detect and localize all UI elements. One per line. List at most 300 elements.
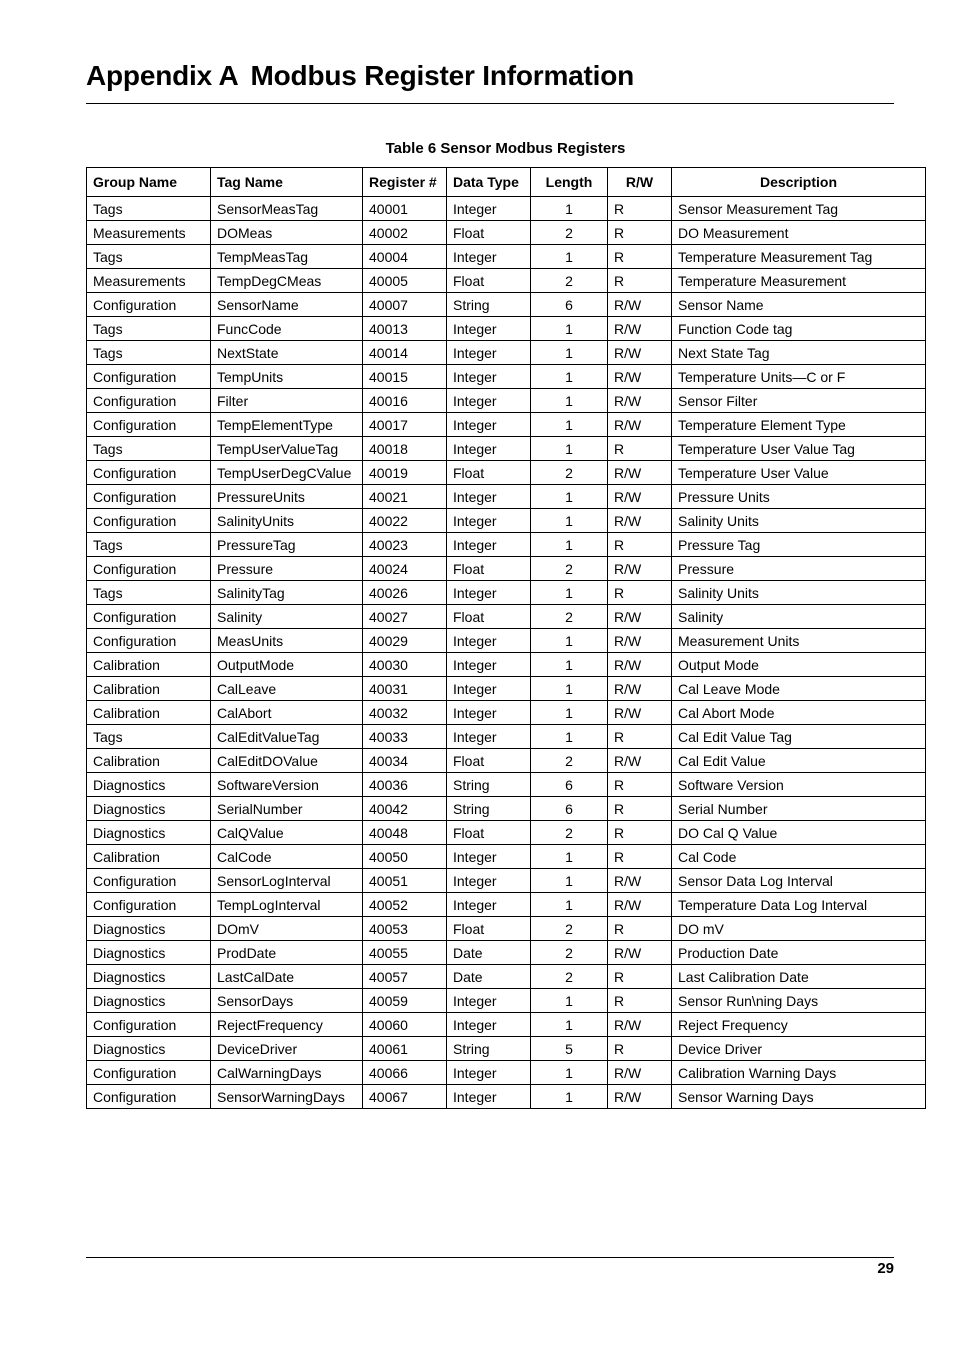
table-row xyxy=(87,293,926,317)
description-cell: Sensor Warning Days xyxy=(672,1085,926,1109)
table-row xyxy=(87,845,926,869)
rw-cell: R/W xyxy=(608,941,672,965)
length-cell: 2 xyxy=(531,221,608,245)
table-row xyxy=(87,461,926,485)
column-header-description: Description xyxy=(672,168,926,197)
length-cell: 1 xyxy=(531,581,608,605)
rw-cell: R/W xyxy=(608,389,672,413)
description-cell: DO Cal Q Value xyxy=(672,821,926,845)
table-row xyxy=(87,269,926,293)
data-type-cell: Float xyxy=(447,749,531,773)
group-name-cell: Configuration xyxy=(87,461,211,485)
data-type-cell: Float xyxy=(447,557,531,581)
description-cell: Temperature Element Type xyxy=(672,413,926,437)
data-type-cell: String xyxy=(447,773,531,797)
length-cell: 1 xyxy=(531,365,608,389)
table-row xyxy=(87,653,926,677)
length-cell: 1 xyxy=(531,413,608,437)
description-cell: Sensor Data Log Interval xyxy=(672,869,926,893)
register-cell: 40022 xyxy=(363,509,447,533)
group-name-cell: Configuration xyxy=(87,869,211,893)
data-type-cell: Integer xyxy=(447,197,531,221)
table-row xyxy=(87,557,926,581)
group-name-cell: Calibration xyxy=(87,701,211,725)
length-cell: 1 xyxy=(531,701,608,725)
group-name-cell: Configuration xyxy=(87,389,211,413)
table-row xyxy=(87,989,926,1013)
length-cell: 1 xyxy=(531,677,608,701)
rw-cell: R xyxy=(608,197,672,221)
data-type-cell: Integer xyxy=(447,413,531,437)
data-type-cell: Integer xyxy=(447,893,531,917)
rw-cell: R xyxy=(608,269,672,293)
register-cell: 40032 xyxy=(363,701,447,725)
description-cell: Serial Number xyxy=(672,797,926,821)
length-cell: 1 xyxy=(531,869,608,893)
description-cell: Sensor Measurement Tag xyxy=(672,197,926,221)
register-cell: 40061 xyxy=(363,1037,447,1061)
length-cell: 1 xyxy=(531,533,608,557)
description-cell: Last Calibration Date xyxy=(672,965,926,989)
table-body xyxy=(87,197,926,1109)
heading-divider xyxy=(86,103,894,104)
table-row xyxy=(87,197,926,221)
length-cell: 1 xyxy=(531,893,608,917)
table-row xyxy=(87,869,926,893)
length-cell: 6 xyxy=(531,293,608,317)
description-cell: Cal Leave Mode xyxy=(672,677,926,701)
length-cell: 2 xyxy=(531,461,608,485)
tag-name-cell: SensorName xyxy=(211,293,363,317)
table-row xyxy=(87,749,926,773)
data-type-cell: Integer xyxy=(447,389,531,413)
description-cell: Cal Edit Value xyxy=(672,749,926,773)
register-cell: 40033 xyxy=(363,725,447,749)
register-cell: 40066 xyxy=(363,1061,447,1085)
description-cell: Pressure Units xyxy=(672,485,926,509)
data-type-cell: Integer xyxy=(447,317,531,341)
tag-name-cell: CalQValue xyxy=(211,821,363,845)
register-cell: 40051 xyxy=(363,869,447,893)
length-cell: 1 xyxy=(531,341,608,365)
data-type-cell: Integer xyxy=(447,1085,531,1109)
register-cell: 40023 xyxy=(363,533,447,557)
rw-cell: R xyxy=(608,1037,672,1061)
tag-name-cell: DOMeas xyxy=(211,221,363,245)
data-type-cell: Float xyxy=(447,269,531,293)
register-cell: 40017 xyxy=(363,413,447,437)
tag-name-cell: CalWarningDays xyxy=(211,1061,363,1085)
length-cell: 2 xyxy=(531,749,608,773)
data-type-cell: Integer xyxy=(447,989,531,1013)
register-cell: 40024 xyxy=(363,557,447,581)
register-cell: 40031 xyxy=(363,677,447,701)
table-row xyxy=(87,773,926,797)
rw-cell: R xyxy=(608,245,672,269)
length-cell: 5 xyxy=(531,1037,608,1061)
group-name-cell: Diagnostics xyxy=(87,797,211,821)
group-name-cell: Tags xyxy=(87,341,211,365)
group-name-cell: Diagnostics xyxy=(87,989,211,1013)
table-row xyxy=(87,317,926,341)
data-type-cell: Float xyxy=(447,821,531,845)
tag-name-cell: TempUserValueTag xyxy=(211,437,363,461)
table-row xyxy=(87,437,926,461)
length-cell: 2 xyxy=(531,965,608,989)
group-name-cell: Tags xyxy=(87,197,211,221)
description-cell: Sensor Run\ning Days xyxy=(672,989,926,1013)
data-type-cell: Float xyxy=(447,917,531,941)
data-type-cell: Integer xyxy=(447,677,531,701)
group-name-cell: Diagnostics xyxy=(87,965,211,989)
table-row xyxy=(87,365,926,389)
data-type-cell: Date xyxy=(447,965,531,989)
table-row xyxy=(87,1061,926,1085)
tag-name-cell: MeasUnits xyxy=(211,629,363,653)
data-type-cell: String xyxy=(447,797,531,821)
length-cell: 2 xyxy=(531,605,608,629)
data-type-cell: Integer xyxy=(447,845,531,869)
tag-name-cell: DeviceDriver xyxy=(211,1037,363,1061)
tag-name-cell: OutputMode xyxy=(211,653,363,677)
register-cell: 40005 xyxy=(363,269,447,293)
length-cell: 6 xyxy=(531,773,608,797)
length-cell: 1 xyxy=(531,1085,608,1109)
rw-cell: R/W xyxy=(608,653,672,677)
register-cell: 40030 xyxy=(363,653,447,677)
group-name-cell: Calibration xyxy=(87,845,211,869)
rw-cell: R/W xyxy=(608,605,672,629)
tag-name-cell: CalEditValueTag xyxy=(211,725,363,749)
description-cell: Temperature Data Log Interval xyxy=(672,893,926,917)
description-cell: Cal Abort Mode xyxy=(672,701,926,725)
rw-cell: R/W xyxy=(608,1061,672,1085)
tag-name-cell: NextState xyxy=(211,341,363,365)
column-header-register: Register # xyxy=(363,168,447,197)
rw-cell: R/W xyxy=(608,557,672,581)
tag-name-cell: SensorLogInterval xyxy=(211,869,363,893)
rw-cell: R/W xyxy=(608,341,672,365)
table-row xyxy=(87,605,926,629)
group-name-cell: Tags xyxy=(87,533,211,557)
description-cell: Pressure Tag xyxy=(672,533,926,557)
column-header-rw: R/W xyxy=(608,168,672,197)
length-cell: 1 xyxy=(531,845,608,869)
group-name-cell: Tags xyxy=(87,581,211,605)
appendix-label: Appendix A xyxy=(86,60,239,91)
description-cell: Cal Edit Value Tag xyxy=(672,725,926,749)
tag-name-cell: TempUnits xyxy=(211,365,363,389)
length-cell: 1 xyxy=(531,485,608,509)
data-type-cell: Integer xyxy=(447,341,531,365)
tag-name-cell: TempUserDegCValue xyxy=(211,461,363,485)
rw-cell: R/W xyxy=(608,461,672,485)
data-type-cell: Integer xyxy=(447,533,531,557)
tag-name-cell: CalLeave xyxy=(211,677,363,701)
rw-cell: R/W xyxy=(608,701,672,725)
column-header-tag-name: Tag Name xyxy=(211,168,363,197)
data-type-cell: Integer xyxy=(447,509,531,533)
table-row xyxy=(87,917,926,941)
register-cell: 40015 xyxy=(363,365,447,389)
length-cell: 2 xyxy=(531,917,608,941)
data-type-cell: Integer xyxy=(447,629,531,653)
data-type-cell: Integer xyxy=(447,1013,531,1037)
table-row xyxy=(87,533,926,557)
tag-name-cell: TempMeasTag xyxy=(211,245,363,269)
length-cell: 1 xyxy=(531,197,608,221)
length-cell: 1 xyxy=(531,389,608,413)
group-name-cell: Configuration xyxy=(87,293,211,317)
register-cell: 40014 xyxy=(363,341,447,365)
length-cell: 1 xyxy=(531,1061,608,1085)
register-cell: 40036 xyxy=(363,773,447,797)
group-name-cell: Tags xyxy=(87,725,211,749)
rw-cell: R xyxy=(608,725,672,749)
register-cell: 40016 xyxy=(363,389,447,413)
length-cell: 2 xyxy=(531,269,608,293)
table-row xyxy=(87,1013,926,1037)
tag-name-cell: FuncCode xyxy=(211,317,363,341)
table-row xyxy=(87,485,926,509)
tag-name-cell: CalEditDOValue xyxy=(211,749,363,773)
description-cell: Pressure xyxy=(672,557,926,581)
group-name-cell: Configuration xyxy=(87,413,211,437)
tag-name-cell: SensorDays xyxy=(211,989,363,1013)
register-cell: 40019 xyxy=(363,461,447,485)
table-row xyxy=(87,581,926,605)
description-cell: Measurement Units xyxy=(672,629,926,653)
rw-cell: R xyxy=(608,965,672,989)
table-row xyxy=(87,629,926,653)
footer-divider xyxy=(86,1257,894,1258)
description-cell: Cal Code xyxy=(672,845,926,869)
group-name-cell: Diagnostics xyxy=(87,917,211,941)
column-header-group-name: Group Name xyxy=(87,168,211,197)
tag-name-cell: Salinity xyxy=(211,605,363,629)
tag-name-cell: TempLogInterval xyxy=(211,893,363,917)
rw-cell: R xyxy=(608,437,672,461)
group-name-cell: Configuration xyxy=(87,893,211,917)
tag-name-cell: LastCalDate xyxy=(211,965,363,989)
data-type-cell: Integer xyxy=(447,653,531,677)
group-name-cell: Diagnostics xyxy=(87,773,211,797)
rw-cell: R/W xyxy=(608,413,672,437)
length-cell: 1 xyxy=(531,989,608,1013)
rw-cell: R/W xyxy=(608,893,672,917)
register-cell: 40018 xyxy=(363,437,447,461)
description-cell: Temperature User Value Tag xyxy=(672,437,926,461)
group-name-cell: Configuration xyxy=(87,629,211,653)
description-cell: DO mV xyxy=(672,917,926,941)
rw-cell: R/W xyxy=(608,629,672,653)
table-row xyxy=(87,965,926,989)
rw-cell: R xyxy=(608,821,672,845)
table-row xyxy=(87,341,926,365)
description-cell: Temperature Measurement xyxy=(672,269,926,293)
table-row xyxy=(87,1037,926,1061)
data-type-cell: Date xyxy=(447,941,531,965)
register-cell: 40021 xyxy=(363,485,447,509)
register-cell: 40034 xyxy=(363,749,447,773)
group-name-cell: Diagnostics xyxy=(87,941,211,965)
data-type-cell: Integer xyxy=(447,581,531,605)
description-cell: Salinity Units xyxy=(672,581,926,605)
column-header-length: Length xyxy=(531,168,608,197)
rw-cell: R/W xyxy=(608,509,672,533)
description-cell: Sensor Filter xyxy=(672,389,926,413)
length-cell: 1 xyxy=(531,317,608,341)
register-cell: 40060 xyxy=(363,1013,447,1037)
description-cell: Output Mode xyxy=(672,653,926,677)
page-title xyxy=(86,60,634,92)
data-type-cell: Integer xyxy=(447,725,531,749)
length-cell: 1 xyxy=(531,509,608,533)
length-cell: 1 xyxy=(531,1013,608,1037)
data-type-cell: Float xyxy=(447,221,531,245)
length-cell: 1 xyxy=(531,245,608,269)
group-name-cell: Calibration xyxy=(87,677,211,701)
table-row xyxy=(87,701,926,725)
register-cell: 40050 xyxy=(363,845,447,869)
tag-name-cell: PressureUnits xyxy=(211,485,363,509)
group-name-cell: Diagnostics xyxy=(87,821,211,845)
rw-cell: R xyxy=(608,773,672,797)
description-cell: Reject Frequency xyxy=(672,1013,926,1037)
group-name-cell: Tags xyxy=(87,245,211,269)
table-row xyxy=(87,1085,926,1109)
register-cell: 40029 xyxy=(363,629,447,653)
data-type-cell: Integer xyxy=(447,437,531,461)
table-row xyxy=(87,245,926,269)
table-header-row xyxy=(87,168,926,197)
rw-cell: R/W xyxy=(608,869,672,893)
group-name-cell: Configuration xyxy=(87,509,211,533)
tag-name-cell: Pressure xyxy=(211,557,363,581)
description-cell: Production Date xyxy=(672,941,926,965)
register-cell: 40007 xyxy=(363,293,447,317)
rw-cell: R xyxy=(608,797,672,821)
data-type-cell: String xyxy=(447,293,531,317)
description-cell: DO Measurement xyxy=(672,221,926,245)
tag-name-cell: SalinityTag xyxy=(211,581,363,605)
register-cell: 40001 xyxy=(363,197,447,221)
group-name-cell: Configuration xyxy=(87,1085,211,1109)
description-cell: Sensor Name xyxy=(672,293,926,317)
description-cell: Next State Tag xyxy=(672,341,926,365)
register-cell: 40059 xyxy=(363,989,447,1013)
table-row xyxy=(87,677,926,701)
rw-cell: R xyxy=(608,917,672,941)
table-row xyxy=(87,509,926,533)
data-type-cell: Integer xyxy=(447,1061,531,1085)
group-name-cell: Configuration xyxy=(87,557,211,581)
description-cell: Calibration Warning Days xyxy=(672,1061,926,1085)
length-cell: 1 xyxy=(531,653,608,677)
tag-name-cell: PressureTag xyxy=(211,533,363,557)
group-name-cell: Configuration xyxy=(87,605,211,629)
group-name-cell: Tags xyxy=(87,437,211,461)
rw-cell: R/W xyxy=(608,749,672,773)
description-cell: Device Driver xyxy=(672,1037,926,1061)
table-row xyxy=(87,389,926,413)
description-cell: Salinity Units xyxy=(672,509,926,533)
table-row xyxy=(87,821,926,845)
group-name-cell: Calibration xyxy=(87,653,211,677)
register-cell: 40052 xyxy=(363,893,447,917)
register-cell: 40055 xyxy=(363,941,447,965)
tag-name-cell: TempElementType xyxy=(211,413,363,437)
length-cell: 2 xyxy=(531,941,608,965)
tag-name-cell: SensorWarningDays xyxy=(211,1085,363,1109)
register-cell: 40067 xyxy=(363,1085,447,1109)
register-cell: 40004 xyxy=(363,245,447,269)
tag-name-cell: TempDegCMeas xyxy=(211,269,363,293)
length-cell: 2 xyxy=(531,557,608,581)
length-cell: 1 xyxy=(531,629,608,653)
register-cell: 40013 xyxy=(363,317,447,341)
register-cell: 40002 xyxy=(363,221,447,245)
rw-cell: R xyxy=(608,989,672,1013)
rw-cell: R xyxy=(608,533,672,557)
rw-cell: R xyxy=(608,845,672,869)
register-cell: 40042 xyxy=(363,797,447,821)
tag-name-cell: CalAbort xyxy=(211,701,363,725)
tag-name-cell: ProdDate xyxy=(211,941,363,965)
group-name-cell: Tags xyxy=(87,317,211,341)
group-name-cell: Calibration xyxy=(87,749,211,773)
length-cell: 1 xyxy=(531,725,608,749)
appendix-title: Modbus Register Information xyxy=(250,60,635,91)
table-row xyxy=(87,797,926,821)
tag-name-cell: SerialNumber xyxy=(211,797,363,821)
register-cell: 40048 xyxy=(363,821,447,845)
rw-cell: R/W xyxy=(608,485,672,509)
description-cell: Function Code tag xyxy=(672,317,926,341)
description-cell: Temperature Units—C or F xyxy=(672,365,926,389)
group-name-cell: Measurements xyxy=(87,269,211,293)
group-name-cell: Configuration xyxy=(87,365,211,389)
table-caption: Table 6 Sensor Modbus Registers xyxy=(385,140,626,157)
length-cell: 6 xyxy=(531,797,608,821)
table-row xyxy=(87,725,926,749)
column-header-data-type: Data Type xyxy=(447,168,531,197)
tag-name-cell: SalinityUnits xyxy=(211,509,363,533)
group-name-cell: Measurements xyxy=(87,221,211,245)
register-cell: 40053 xyxy=(363,917,447,941)
group-name-cell: Configuration xyxy=(87,1061,211,1085)
data-type-cell: Float xyxy=(447,461,531,485)
tag-name-cell: SensorMeasTag xyxy=(211,197,363,221)
table-row xyxy=(87,941,926,965)
rw-cell: R xyxy=(608,581,672,605)
data-type-cell: Integer xyxy=(447,245,531,269)
description-cell: Software Version xyxy=(672,773,926,797)
description-cell: Temperature Measurement Tag xyxy=(672,245,926,269)
tag-name-cell: Filter xyxy=(211,389,363,413)
group-name-cell: Configuration xyxy=(87,485,211,509)
rw-cell: R/W xyxy=(608,677,672,701)
rw-cell: R/W xyxy=(608,293,672,317)
rw-cell: R xyxy=(608,221,672,245)
register-cell: 40057 xyxy=(363,965,447,989)
description-cell: Temperature User Value xyxy=(672,461,926,485)
length-cell: 1 xyxy=(531,437,608,461)
length-cell: 2 xyxy=(531,821,608,845)
rw-cell: R/W xyxy=(608,365,672,389)
table-row xyxy=(87,893,926,917)
rw-cell: R/W xyxy=(608,1013,672,1037)
